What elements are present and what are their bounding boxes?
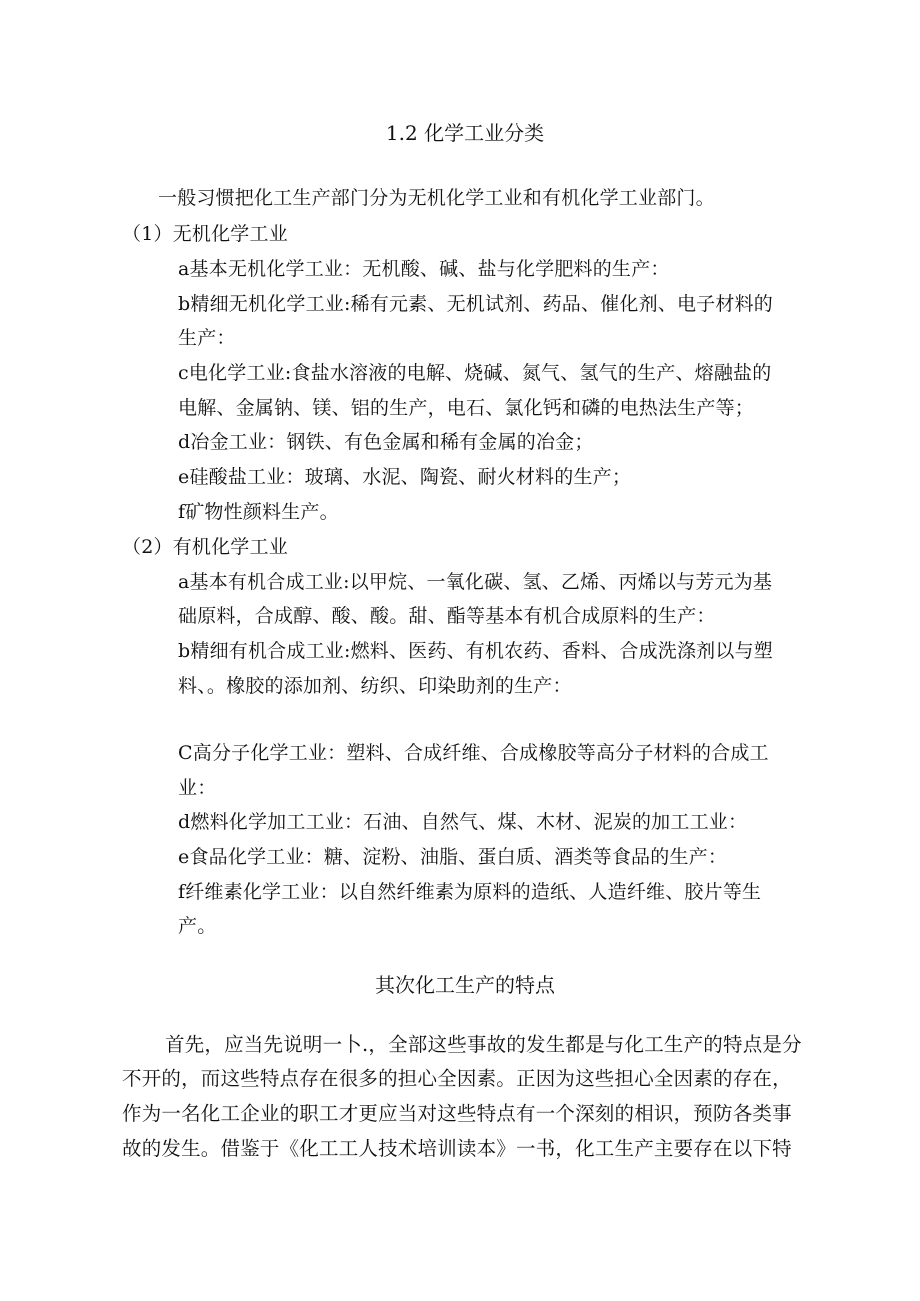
- inorganic-item-c: c电化学工业:食盐水溶液的电解、烧碱、氮气、氢气的生产、熔融盐的: [178, 362, 772, 384]
- paragraph-line-1: 首先，应当先说明一卜.，全部这些事故的发生都是与化工生产的特点是分: [165, 1033, 802, 1056]
- paragraph-line-3: 作为一名化工企业的职工才更应当对这些特点有一个深刻的相识，预防各类事: [122, 1102, 792, 1125]
- organic-item-d: d燃料化学加工工业：石油、自然气、煤、木材、泥炭的加工工业：: [178, 811, 748, 833]
- organic-item-c: C高分子化学工业：塑料、合成纤维、合成橡胶等高分子材料的合成工: [178, 742, 769, 764]
- organic-item-e: e食品化学工业：糖、淀粉、油脂、蛋白质、酒类等食品的生产：: [178, 846, 728, 868]
- second-section-title: 其次化工生产的特点: [375, 973, 555, 997]
- inorganic-item-f: f矿物性颜料生产。: [178, 501, 339, 523]
- paragraph-line-2: 不开的，而这些特点存在很多的担心全因素。正因为这些担心全因素的存在，: [122, 1067, 792, 1090]
- inorganic-item-b-cont: 生产：: [178, 327, 236, 349]
- organic-item-a: a基本有机合成工业:以甲烷、一氧化碳、氢、乙烯、丙烯以与芳元为基: [178, 571, 773, 593]
- inorganic-item-a: a基本无机化学工业：无机酸、碱、盐与化学肥料的生产：: [178, 258, 670, 280]
- inorganic-item-e: e硅酸盐工业：玻璃、水泥、陶瓷、耐火材料的生产；: [178, 466, 632, 488]
- organic-item-f-cont: 产。: [178, 915, 217, 937]
- intro-paragraph: 一般习惯把化工生产部门分为无机化学工业和有机化学工业部门。: [158, 187, 715, 209]
- organic-item-b: b精细有机合成工业:燃料、医药、有机农药、香料、合成洗涤剂以与塑: [178, 640, 773, 662]
- inorganic-item-b: b精细无机化学工业:稀有元素、无机试剂、药品、催化剂、电子材料的: [178, 293, 773, 315]
- paragraph-line-4: 故的发生。借鉴于《化工工人技术培训读本》一书，化工生产主要存在以下特: [122, 1137, 792, 1160]
- section-title: 1.2 化学工业分类: [385, 121, 545, 145]
- organic-heading: （2）有机化学工业: [122, 536, 288, 558]
- inorganic-heading: （1）无机化学工业: [122, 223, 288, 245]
- organic-item-b-cont: 料、。橡胶的添加剂、纺织、印染助剂的生产：: [178, 675, 572, 697]
- organic-item-c-cont: 业：: [178, 777, 217, 799]
- organic-item-a-cont: 础原料，合成醇、酸、酸。甜、酯等基本有机合成原料的生产：: [178, 605, 716, 627]
- organic-item-f: f纤维素化学工业：以自然纤维素为原料的造纸、人造纤维、胶片等生: [178, 881, 762, 903]
- inorganic-item-c-cont: 电解、金属钠、镁、铝的生产，电石、氯化钙和磷的电热法生产等；: [178, 397, 755, 419]
- inorganic-item-d: d冶金工业：钢铁、有色金属和稀有金属的冶金；: [178, 431, 594, 453]
